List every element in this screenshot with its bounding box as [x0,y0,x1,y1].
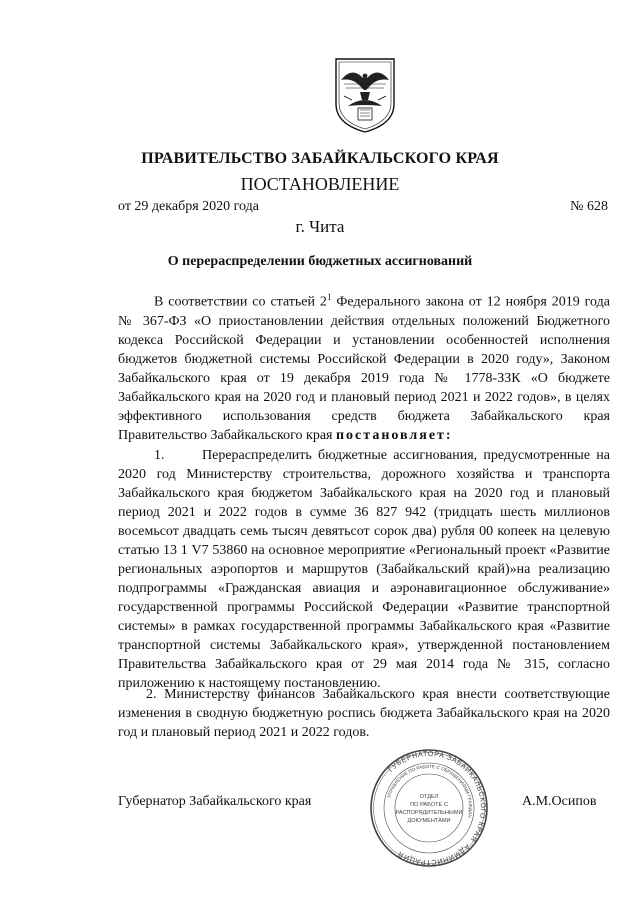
stamp-outer-top-text: ГУБЕРНАТОРА ЗАБАЙКАЛЬСКОГО КРАЯ [386,748,489,845]
stamp-center-line-1: ОТДЕЛ [419,794,439,800]
organization-title: ПРАВИТЕЛЬСТВО ЗАБАЙКАЛЬСКОГО КРАЯ [141,150,499,167]
stamp-inner-ring-text: УПРАВЛЕНИЕ ПО РАБОТЕ С ОБРАЩЕНИЯМИ ГРАЖДАН [386,763,474,819]
article-superscript: 1 [326,292,332,302]
preamble-text-start: В соответствии со статьей 2 [154,294,327,310]
decree-word: постановляет: [335,427,453,443]
document-city: г. Чита [295,217,345,236]
stamp-center-line-2: ПО РАБОТЕ С [410,802,448,808]
signatory-name: А.М.Осипов [522,794,597,809]
clause-2-paragraph: 2. Министерству финансов Забайкальского края внести соответствующие изменения в сводную бюджетную роспись бюджета Забайкальского края на 2020 год и плановый период 2021 и 2022 годов. [118,687,610,740]
document-number: № 628 [570,199,608,214]
document-date: от 29 декабря 2020 года [118,199,259,214]
document-subject: О перераспределении бюджетных ассигнований [167,254,473,269]
svg-text:АДМИНИСТРАЦИЯ [396,842,472,867]
signatory-position: Губернатор Забайкальского края [118,794,312,809]
document-type: ПОСТАНОВЛЕНИЕ [240,174,400,194]
official-stamp [369,748,489,868]
clause-1-paragraph: 1. Перераспределить бюджетные ассигнования, предусмотренные на 2020 год Министерству строительства, дорожного хозяйства и транспорта Забайкальского края бюджетом Забайкальского края на 2020 год и плановый период 2021 и 2022 годов в сумме 36 827 942 (тридцать шесть миллионов восемьсот двадцать семь тысяч девятьсот сорок два) рубля 00 копеек на целевую статью 13 1 V7 53860 на основное мероприятие «Региональный проект «Развитие региональных аэропортов и маршрутов (Забайкальский край)»на реализацию подпрограммы «Гражданская авиация и аэронавигационное обслуживание» государственной программы Российской Федерации «Развитие транспортной системы» в рамках государственной программы Забайкальского края «Развитие транспортной системы Забайкальского края», утвержденной постановлением Правительства Забайкальского края от 29 мая 2014 года № 315, согласно приложению к настоящему постановлению. [118,448,610,691]
stamp-center-line-4: ДОКУМЕНТАМИ [407,818,451,824]
stamp-center-line-3: РАСПОРЯДИТЕЛЬНЫМИ [395,810,463,816]
preamble-paragraph [118,288,610,445]
preamble-text-rest: Федерального закона от 12 ноября 2019 года № 367-ФЗ «О приостановлении действия отдельных положений Бюджетного кодекса Российской Федерации и установлении особенностей исполнения бюджетов бюджетной системы Российской Федерации в 2020 году», Законом Забайкальского края от 19 декабря 2019 года № 1778-ЗЗК «О бюджете Забайкальского края на 2020 год и плановый период 2021 и 2022 годов», в целях эффективного использования средств бюджета Забайкальского края Правительство Забайкальского края [118,294,610,443]
coat-of-arms-emblem [332,56,398,134]
stamp-outer-bottom-text: АДМИНИСТРАЦИЯ [396,842,472,868]
